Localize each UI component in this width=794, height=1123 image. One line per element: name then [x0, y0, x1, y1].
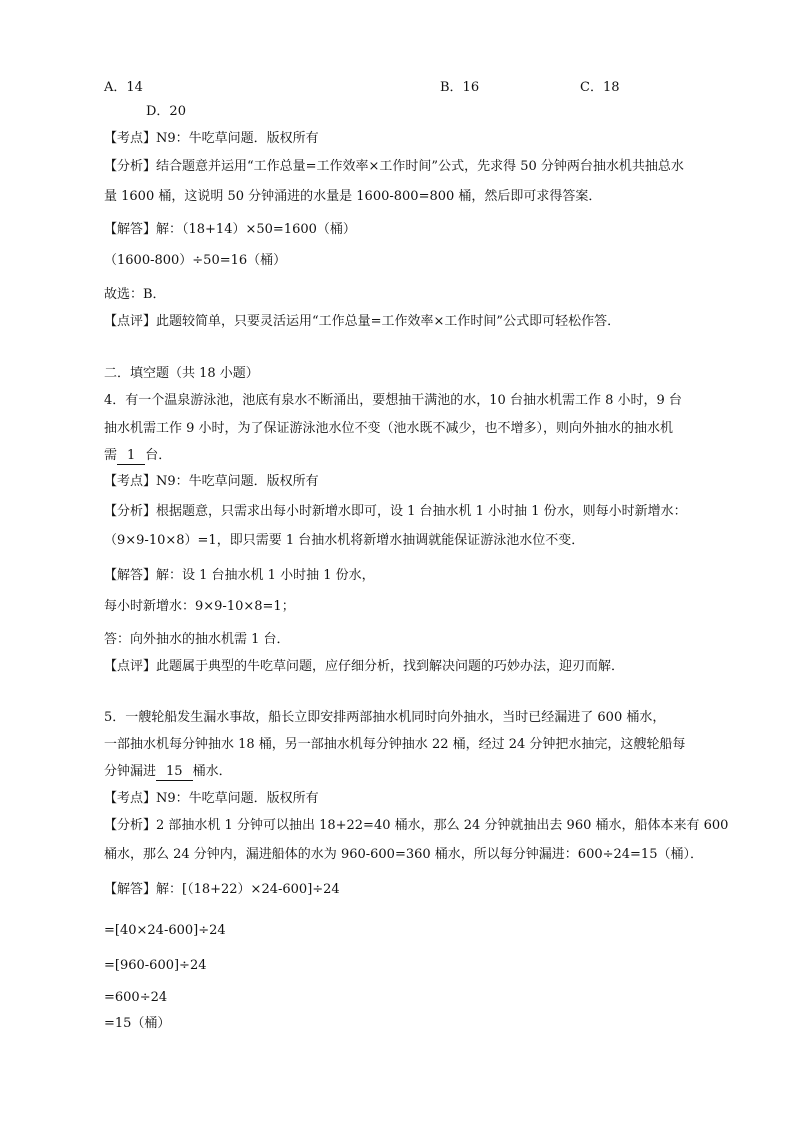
q4-stem-3-pre: 需	[104, 448, 118, 463]
q5-kaodian: 【考点】N9：牛吃草问题．版权所有	[104, 791, 319, 806]
q4-fenxi-1: 【分析】根据题意，只需求出每小时新增水即可，设 1 台抽水机 1 小时抽 1 份水，则每小时新增水：	[104, 504, 687, 519]
q5-fenxi-2: 桶水，那么 24 分钟内，漏进船体的水为 960-600=360 桶水，所以每分钟漏进：600÷24=15（桶）．	[104, 847, 703, 862]
q4-jieda-1: 【解答】解：设 1 台抽水机 1 小时抽 1 份水，	[104, 568, 375, 583]
q4-dianping: 【点评】此题属于典型的牛吃草问题，应仔细分析，找到解决问题的巧妙办法，迎刃而解．	[104, 659, 625, 674]
q3-fenxi-1: 【分析】结合题意并运用“工作总量=工作效率×工作时间”公式，先求得 50 分钟两台抽水机共抽总水	[104, 159, 684, 174]
q5-step-4: =15（桶）	[104, 1016, 171, 1031]
q5-fenxi-1: 【分析】2 部抽水机 1 分钟可以抽出 18+22=40 桶水，那么 24 分钟就抽出去 960 桶水，船体本来有 600	[104, 818, 729, 833]
q4-fenxi-2: （9×9-10×8）=1，即只需要 1 台抽水机将新增水抽调就能保证游泳池水位不变．	[104, 533, 585, 548]
q5-stem-3-pre: 分钟漏进	[104, 764, 157, 779]
q4-kaodian: 【考点】N9：牛吃草问题．版权所有	[104, 474, 319, 489]
option-c: C．18	[580, 80, 620, 95]
option-d: D．20	[146, 104, 186, 119]
q3-fenxi-2: 量 1600 桶，这说明 50 分钟涌进的水量是 1600-800=800 桶，然后即可求得答案．	[104, 189, 602, 204]
q4-da: 答：向外抽水的抽水机需 1 台．	[104, 632, 290, 647]
q3-gu: 故选：B．	[104, 287, 166, 302]
q5-stem-3	[104, 763, 232, 781]
q4-stem-2: 抽水机需工作 9 小时，为了保证游泳池水位不变（池水既不减少，也不增多），则向外抽水的抽水机	[104, 421, 674, 436]
option-b: B．16	[440, 80, 480, 95]
q4-jieda-2: 每小时新增水：9×9-10×8=1；	[104, 599, 295, 614]
section-title: 二．填空题（共 18 小题）	[104, 366, 259, 381]
q5-stem-3-post: 桶水．	[192, 764, 232, 779]
q5-stem-2: 一部抽水机每分钟抽水 18 桶，另一部抽水机每分钟抽水 22 桶，经过 24 分钟把水抽完，这艘轮船每	[104, 737, 686, 752]
q4-stem-1: 4．有一个温泉游泳池，池底有泉水不断涌出，要想抽干满池的水，10 台抽水机需工作 8 小时，9 台	[104, 393, 682, 408]
q3-dianping: 【点评】此题较简单，只要灵活运用“工作总量=工作效率×工作时间”公式即可轻松作答．	[104, 314, 621, 329]
q5-stem-1: 5．一艘轮船发生漏水事故，船长立即安排两部抽水机同时向外抽水，当时已经漏进了 600 桶水，	[104, 710, 666, 725]
q5-step-1: =[40×24-600]÷24	[104, 923, 226, 938]
q3-jieda-2: （1600-800）÷50=16（桶）	[104, 253, 287, 268]
q5-jieda-1: 【解答】解：[（18+22）×24-600]÷24	[104, 882, 340, 897]
option-a: A．14	[104, 80, 143, 95]
q4-stem-3-post: 台．	[145, 448, 172, 463]
q4-answer-blank: 1	[117, 448, 145, 465]
q3-options	[104, 76, 704, 96]
q5-step-3: =600÷24	[104, 990, 168, 1005]
q4-stem-3	[104, 447, 171, 465]
q5-step-2: =[960-600]÷24	[104, 958, 207, 973]
q3-jieda-1: 【解答】解：（18+14）×50=1600（桶）	[104, 222, 356, 237]
q5-answer-blank: 15	[156, 764, 193, 781]
q3-kaodian: 【考点】N9：牛吃草问题．版权所有	[104, 131, 319, 146]
